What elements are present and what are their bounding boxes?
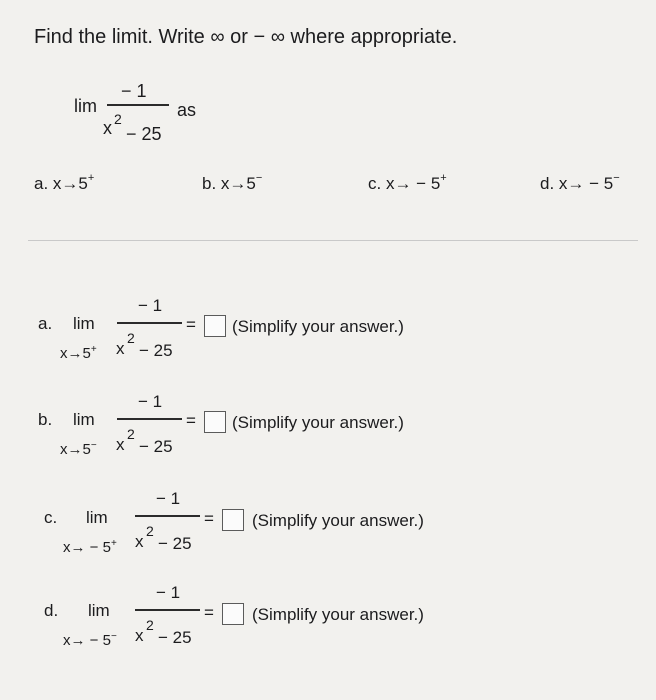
part-a-den-base: x: [116, 339, 125, 358]
case-d-sup: −: [613, 172, 620, 184]
case-d-label: d. x→ − 5: [540, 174, 614, 193]
part-a-sub-text: x→5: [60, 345, 91, 362]
denominator-base: x: [103, 118, 112, 138]
part-c-sub-text: x→ − 5: [63, 539, 111, 556]
part-d-fraction-bar: [135, 609, 200, 611]
fraction-bar: [107, 104, 169, 106]
part-d-lim: lim: [88, 601, 110, 620]
part-a-hint: (Simplify your answer.): [232, 317, 404, 336]
part-b-den-base: x: [116, 435, 125, 454]
part-d-den-rest: − 25: [158, 628, 192, 647]
part-d-letter: d.: [44, 601, 59, 620]
part-c-answer-box[interactable]: [222, 509, 244, 531]
part-a-letter: a.: [38, 314, 53, 333]
case-b-label: b. x→5: [202, 174, 256, 193]
part-b-sub-sup: −: [90, 440, 97, 451]
case-b-sup: −: [255, 172, 263, 184]
part-a-den-rest: − 25: [139, 341, 173, 360]
part-c-equals: =: [204, 509, 214, 528]
part-a-numerator: − 1: [138, 296, 163, 315]
case-a-label: a. x→5: [34, 174, 88, 193]
part-d-answer-box[interactable]: [222, 603, 244, 625]
denominator-exponent: 2: [114, 111, 122, 127]
part-b-answer-box[interactable]: [204, 411, 226, 433]
part-c-subscript: [63, 539, 117, 556]
part-a-subscript: [60, 345, 97, 362]
part-b-subscript: [60, 441, 97, 458]
part-d-numerator: − 1: [156, 583, 181, 602]
part-b-fraction-bar: [117, 418, 182, 420]
part-d-equals: =: [204, 603, 214, 622]
part-b-lim: lim: [73, 410, 95, 429]
part-c-den-exp: 2: [146, 523, 154, 539]
part-c-den-rest: − 25: [158, 534, 192, 553]
part-a-fraction-bar: [117, 322, 182, 324]
part-c-den-base: x: [135, 532, 144, 551]
part-d-subscript: [63, 632, 117, 649]
denominator-rest: − 25: [126, 124, 162, 144]
part-d-den-base: x: [135, 626, 144, 645]
part-b-den-rest: − 25: [139, 437, 173, 456]
part-b-equals: =: [186, 411, 196, 430]
case-c-sup: +: [440, 172, 447, 184]
section-divider: [28, 240, 638, 241]
case-d: [540, 174, 620, 194]
part-b-den-exp: 2: [127, 426, 135, 442]
part-d-sub-text: x→ − 5: [63, 632, 111, 649]
case-a: [34, 174, 94, 194]
part-a-sub-sup: +: [90, 344, 97, 355]
part-b-hint: (Simplify your answer.): [232, 413, 404, 432]
part-c-letter: c.: [44, 508, 58, 527]
part-a-lim: lim: [73, 314, 95, 333]
part-b-letter: b.: [38, 410, 53, 429]
part-a-equals: =: [186, 315, 196, 334]
part-d-sub-sup: −: [110, 631, 117, 642]
part-c-sub-sup: +: [110, 538, 117, 549]
question-prompt: Find the limit. Write ∞ or − ∞ where appropriate.: [34, 26, 458, 48]
part-c-numerator: − 1: [156, 489, 181, 508]
part-d-hint: (Simplify your answer.): [252, 605, 424, 624]
case-c-label: c. x→ − 5: [368, 174, 441, 193]
case-a-sup: +: [87, 172, 95, 184]
numerator: − 1: [121, 81, 147, 101]
case-c: [368, 174, 447, 194]
lim-text: lim: [74, 96, 97, 116]
part-a-den-exp: 2: [127, 330, 135, 346]
part-c-lim: lim: [86, 508, 108, 527]
part-a-answer-box[interactable]: [204, 315, 226, 337]
part-c-hint: (Simplify your answer.): [252, 511, 424, 530]
part-b-numerator: − 1: [138, 392, 163, 411]
part-c-fraction-bar: [135, 515, 200, 517]
part-b-sub-text: x→5: [60, 441, 91, 458]
as-text: as: [177, 100, 197, 120]
case-b: [202, 174, 262, 194]
part-d-den-exp: 2: [146, 617, 154, 633]
